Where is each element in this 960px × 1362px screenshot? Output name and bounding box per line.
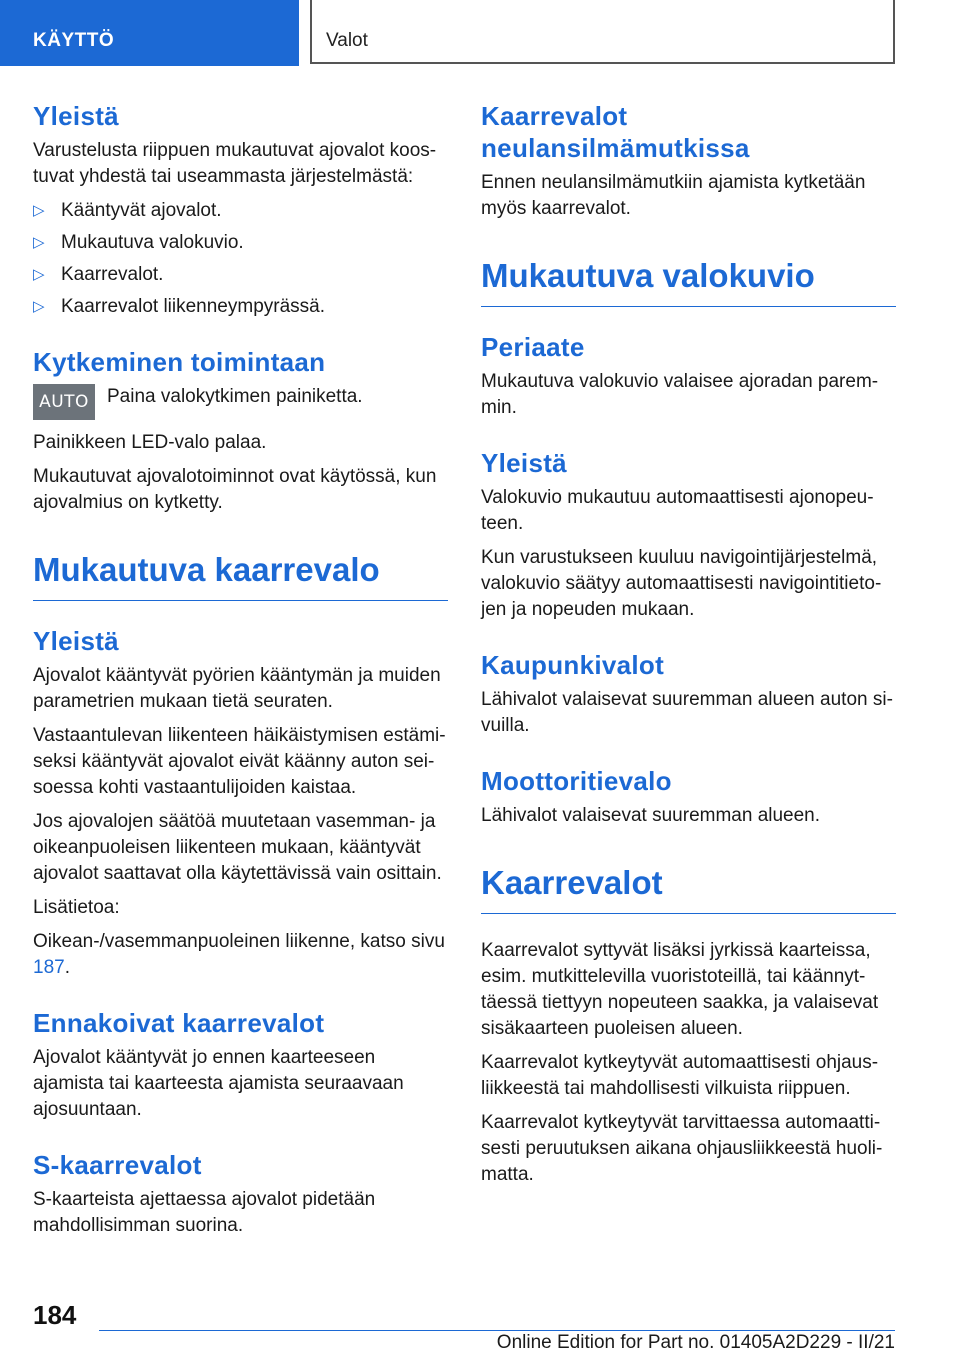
reference-paragraph: Oikean-/vasemmanpuoleinen liikenne, katso sivu 187.: [33, 931, 445, 978]
heading-principle: Periaate: [481, 332, 585, 362]
heading-predictive: Ennakoivat kaarrevalot: [33, 1008, 325, 1038]
auto-button-row: [33, 384, 448, 420]
cornering-paragraph-3: Kaarrevalot kytkeytyvät tarvittaessa automaattisesti peruutuksen aikana ohjausliikkeestä huolimatta.: [481, 1112, 883, 1185]
list-item: ▷ Mukautuva valokuvio.: [33, 230, 448, 256]
page-reference-link[interactable]: 187: [33, 957, 65, 978]
page-number: 184: [33, 1300, 77, 1330]
section-tab: KÄYTTÖ: [0, 0, 299, 66]
heading-adaptive-curve-light: Mukautuva kaarrevalo: [33, 548, 448, 601]
list-item: ▷ Kääntyvät ajovalot.: [33, 198, 448, 224]
system-list: [33, 198, 448, 320]
city-paragraph: Lähivalot valaisevat suuremman alueen auton sivuilla.: [481, 689, 893, 736]
right-column: [481, 100, 896, 1196]
triangle-bullet-icon: ▷: [33, 234, 45, 251]
predictive-paragraph: Ajovalot kääntyvät jo ennen kaarteeseen ajamista tai kaarteesta ajamista seuraavaan ajosuuntaan.: [33, 1047, 404, 1120]
heading-city-light: Kaupunkivalot: [481, 650, 665, 680]
triangle-bullet-icon: ▷: [33, 298, 45, 315]
motorway-paragraph: Lähivalot valaisevat suuremman alueen.: [481, 805, 821, 826]
navigation-paragraph: Kun varustukseen kuuluu navigointijärjestelmä, valokuvio säätyy automaattisesti navigointitietojen ja nopeuden mukaan.: [481, 547, 882, 620]
triangle-bullet-icon: ▷: [33, 202, 45, 219]
intro-paragraph: Varustelusta riippuen mukautuvat ajovalot koostuvat yhdestä tai useammasta järjestelmästä:: [33, 140, 437, 187]
glare-paragraph: Vastaantulevan liikenteen häikäistymisen estämiseksi kääntyvät ajovalot eivät käänny auton seisoessa kohti vastaantulijoiden kaistaa.: [33, 725, 446, 798]
heading-motorway-light: Moottoritievalo: [481, 766, 672, 796]
list-item: ▷ Kaarrevalot liikenneympyrässä.: [33, 294, 448, 320]
topic-tab: Valot: [310, 0, 895, 64]
edition-footer: Online Edition for Part no. 01405A2D229 - II/21: [496, 1332, 895, 1353]
list-item: ▷ Kaarrevalot.: [33, 262, 448, 288]
turn-paragraph: Ajovalot kääntyvät pyörien kääntymän ja muiden parametrien mukaan tietä seuraten.: [33, 665, 441, 712]
heading-general-right: Yleistä: [481, 448, 567, 478]
heading-adaptive-light-pattern: Mukautuva valokuvio: [481, 254, 896, 307]
heading-hairpin: Kaarrevalot neulansilmämutkissa: [481, 101, 750, 163]
cornering-paragraph-1: Kaarrevalot syttyvät lisäksi jyrkissä kaarteissa, esim. mutkittelevilla vuoristoteillä, tai käännyttäessä tiettyyn nopeuteen saakka, ja valaisevat sisäkaarteen puoleisen alueen.: [481, 940, 879, 1039]
hairpin-paragraph: Ennen neulansilmämutkiin ajamista kytketään myös kaarrevalot.: [481, 172, 866, 219]
led-paragraph: Painikkeen LED-valo palaa.: [33, 432, 267, 453]
adjust-paragraph: Jos ajovalojen säätöä muutetaan vasemman- ja oikeanpuoleisen liikenteen mukaan, kääntyvät ajovalot saattavat olla käytettävissä vain osittain.: [33, 811, 442, 884]
heading-switch-on: Kytkeminen toimintaan: [33, 347, 326, 377]
principle-paragraph: Mukautuva valokuvio valaisee ajoradan paremmin.: [481, 371, 879, 418]
heading-cornering-lights: Kaarrevalot: [481, 861, 896, 914]
cornering-paragraph-2: Kaarrevalot kytkeytyvät automaattisesti ohjausliikkeestä tai mahdollisesti vilkuista riippuen.: [481, 1052, 879, 1099]
s-curve-paragraph: S-kaarteista ajettaessa ajovalot pidetään mahdollisimman suorina.: [33, 1189, 376, 1236]
heading-s-curve: S-kaarrevalot: [33, 1150, 202, 1180]
footer-divider: [99, 1330, 895, 1331]
left-column: [33, 100, 448, 1247]
heading-general-2: Yleistä: [33, 626, 119, 656]
auto-button-icon: AUTO: [33, 384, 95, 420]
more-info-label: Lisätietoa:: [33, 897, 120, 918]
page-header: [0, 0, 960, 66]
active-paragraph: Mukautuvat ajovalotoiminnot ovat käytössä, kun ajovalmius on kytketty.: [33, 466, 437, 513]
heading-general: Yleistä: [33, 101, 119, 131]
press-instruction: Paina valokytkimen painiketta.: [107, 386, 363, 407]
triangle-bullet-icon: ▷: [33, 266, 45, 283]
speed-paragraph: Valokuvio mukautuu automaattisesti ajonopeuteen.: [481, 487, 874, 534]
